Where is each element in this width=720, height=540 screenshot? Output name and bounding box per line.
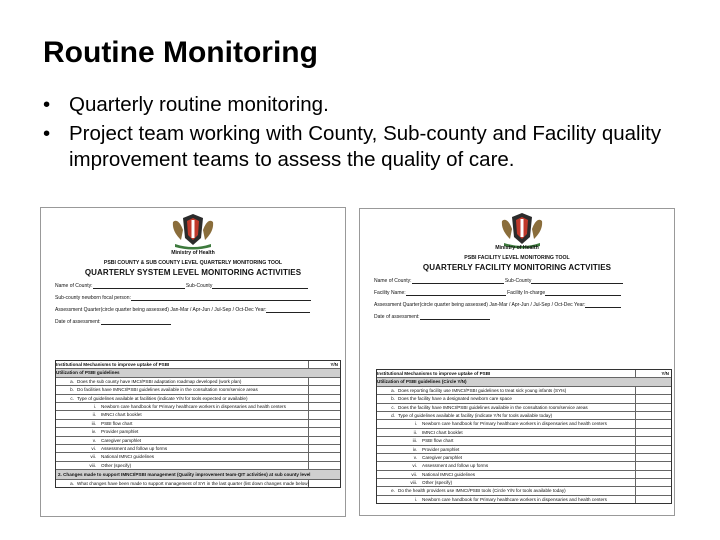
doc-heading: QUARTERLY FACILITY MONITORING ACTVITIES xyxy=(422,263,612,272)
facility-field: Facility Name: Facility In-charge xyxy=(374,290,674,296)
table-row: vii. National IMNCI guidelines xyxy=(56,453,340,461)
bullet-text: Quarterly routine monitoring. xyxy=(69,93,329,116)
table-row: iii. PSBI flow chart xyxy=(377,437,671,445)
facility-tool-document xyxy=(359,208,675,516)
table-row: Institutional Mechanisms to improve uptake of PSBI Y/N xyxy=(377,370,671,378)
table-row: i. Newborn care handbook for Primary healthcare workers in dispensaries and health centers xyxy=(414,496,607,502)
table-row: ii. IMNCI chart booklet xyxy=(56,411,340,419)
bullet-text: Project team working with County, Sub-county and Facility quality improvement teams to assess the quality of care. xyxy=(69,122,662,171)
table-row: v. Caregiver pamphlet xyxy=(377,454,671,462)
table-row: b. Does the facility have a designated newborn care space xyxy=(377,395,671,403)
bullet-item xyxy=(43,92,703,118)
county-field: Name of County: Sub-County xyxy=(374,278,674,284)
ministry-label: Ministry of Health xyxy=(171,250,215,256)
table-row: v. Caregiver pamphlet xyxy=(56,437,340,445)
date-field: Date of assessment: xyxy=(374,314,674,320)
bullet-item xyxy=(43,121,703,173)
kenya-coat-of-arms-icon xyxy=(498,211,546,249)
table-row: c. Type of guidelines available at facilities (indicate Y/N for tools expected or available) xyxy=(56,395,340,403)
quarter-field: Assessment Quarter(circle quarter being assessed) Jan-Mar / Apr-Jun / Jul-Sep / Oct-Dec Year: xyxy=(374,302,674,308)
doc-heading: QUARTERLY SYSTEM LEVEL MONITORING ACTIVITIES xyxy=(84,268,302,277)
table-row: e. Do the health providers use IMNCI/PSBI tools (Circle Y/N for tools available today) xyxy=(377,487,671,495)
table-row: a. Does reporting facility use IMNCI/PSBI guidelines to treat sick young infants (SYIs) xyxy=(377,387,671,395)
table-row: Utilization of PSBI guidelines xyxy=(56,369,340,377)
table-row: i. Newborn care handbook for Primary healthcare workers in dispensaries and health centers xyxy=(56,403,340,411)
table-row: iv. Provider pamphlet xyxy=(56,428,340,436)
table-row: vi. Assessment and follow up forms xyxy=(377,462,671,470)
table-row: d. Type of guidelines available at facility (indicate Y/N for tools available today) xyxy=(377,412,671,420)
slide-title: Routine Monitoring xyxy=(43,36,318,69)
date-field: Date of assessment: xyxy=(55,319,345,325)
county-field: Name of County: Sub-County xyxy=(55,283,345,289)
tool-name: PSBI FACILITY LEVEL MONITORING TOOL xyxy=(464,255,570,261)
table-row: 2. Changes made to support IMNCI/PSBI management (Quality improvement team-QIT activities) at sub county level xyxy=(56,470,340,480)
bullet-list xyxy=(43,92,703,176)
table-row: b. Do facilities have IMNCI/PSBI guidelines available in the consultation room/service areas xyxy=(56,386,340,394)
table-row: c. Does the facility have IMNCI/PSBI guidelines available in the consultation room/service areas xyxy=(377,404,671,412)
table-row: a. Does the sub county have IMCI/PSBI adaptation roadmap developed (work plan) xyxy=(56,378,340,386)
county-tool-document xyxy=(40,207,346,517)
table-row: a. What changes have been made to support management of SYI in the last quarter (list down changes made below) xyxy=(70,481,310,487)
table-row: viii. Other (specify) xyxy=(56,462,340,470)
table-row: ii. IMNCI chart booklet xyxy=(377,429,671,437)
table-row: Utilization of PSBI guidelines (Circle Y/N) xyxy=(377,378,671,386)
kenya-coat-of-arms-icon xyxy=(169,212,217,250)
table-row: iii. PSBI flow chart xyxy=(56,420,340,428)
table-row: viii. Other (specify) xyxy=(377,479,671,487)
bullet-dot: • xyxy=(43,93,51,116)
checklist-table xyxy=(376,369,672,504)
bullet-dot: • xyxy=(43,122,51,145)
checklist-table xyxy=(55,360,341,488)
quarter-field: Assessment Quarter(circle quarter being assessed) Jan-Mar / Apr-Jun / Jul-Sep / Oct-Dec Year: xyxy=(55,307,345,313)
tool-name: PSBI COUNTY & SUB COUNTY LEVEL QUARTERLY MONITORING TOOL xyxy=(103,260,283,266)
table-row: Institutional Mechanisms to improve uptake of PSBI Y/N xyxy=(56,361,340,369)
table-row: vi. Assessment and follow up forms xyxy=(56,445,340,453)
table-row: iv. Provider pamphlet xyxy=(377,446,671,454)
table-row: i. Newborn care handbook for Primary healthcare workers in dispensaries and health centers xyxy=(377,420,671,428)
table-row: vii. National IMNCI guidelines xyxy=(377,471,671,479)
focal-person-field: Sub-county newborn focal person: xyxy=(55,295,345,301)
ministry-label: Ministry of Health xyxy=(495,245,539,251)
